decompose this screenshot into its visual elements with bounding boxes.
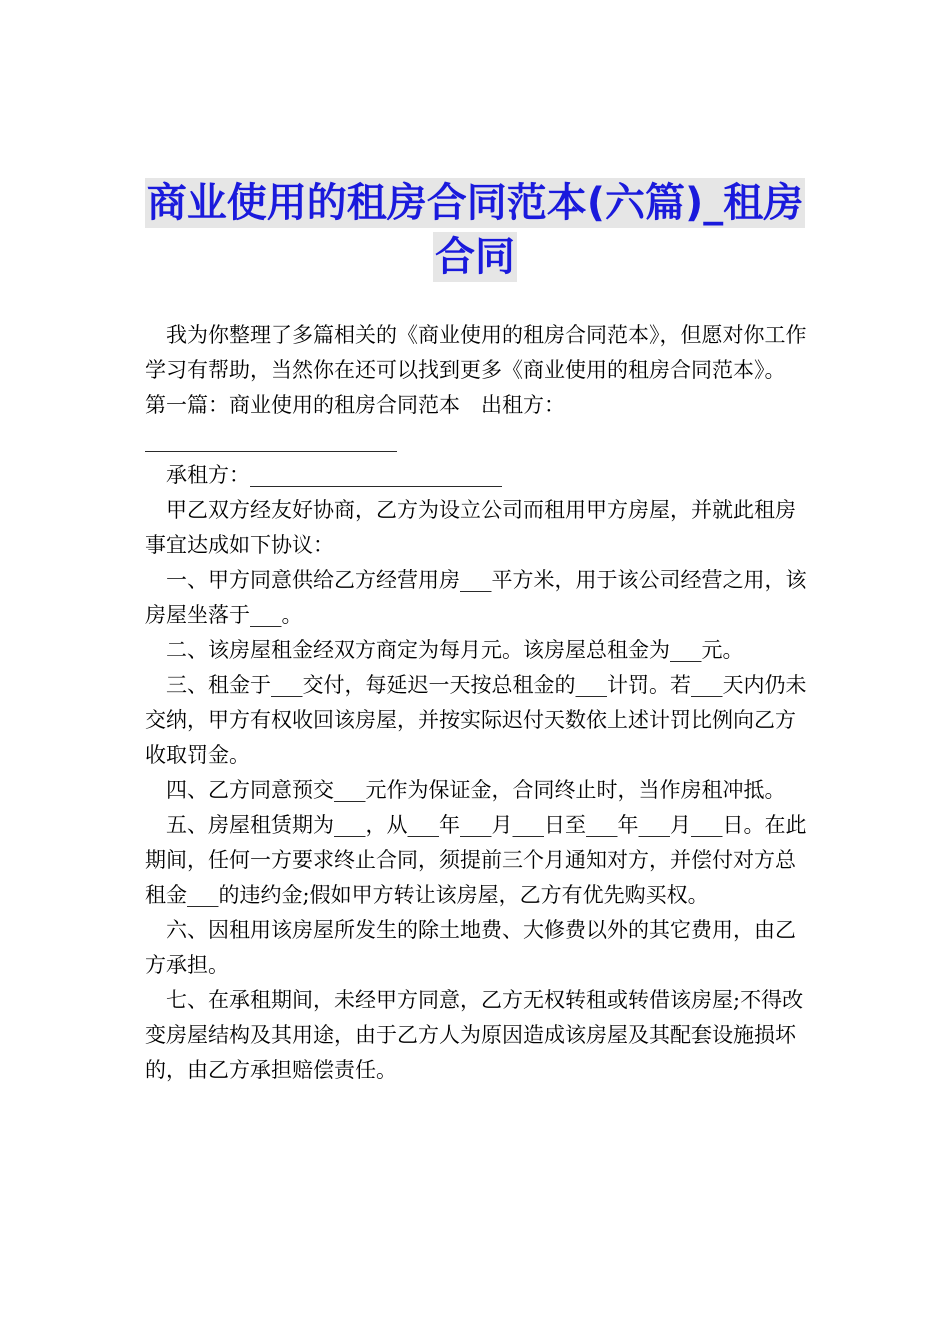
- clause-3: 三、租金于___交付，每延迟一天按总租金的___计罚。若___天内仍未交纳，甲方有权收回该房屋，并按实际迟付天数依上述计罚比例向乙方收取罚金。: [145, 673, 807, 767]
- clause-2: 二、该房屋租金经双方商定为每月元。该房屋总租金为___元。: [166, 638, 744, 662]
- clause-5: 五、房屋租赁期为___，从___年___月___日至___年___月___日。在此期间，任何一方要求终止合同，须提前三个月通知对方，并偿付对方总租金___的违约金;假如甲方转让该房屋，乙方有优先购买权。: [145, 813, 807, 907]
- clause-4: 四、乙方同意预交___元作为保证金，合同终止时，当作房租冲抵。: [166, 778, 786, 802]
- document-body: [145, 318, 813, 1088]
- document-title: [0, 178, 950, 286]
- clause-1: 一、甲方同意供给乙方经营用房___平方米，用于该公司经营之用，该房屋坐落于___。: [145, 568, 807, 627]
- title-line-1: 商业使用的租房合同范本(六篇)_租房: [146, 180, 804, 226]
- title-line-2: 合同: [435, 234, 515, 280]
- lessee-line: 承租方：________________________: [166, 463, 502, 487]
- chapter-1-heading: 第一篇：商业使用的租房合同范本 出租方：________________________: [145, 393, 565, 452]
- intro-paragraph: 我为你整理了多篇相关的《商业使用的租房合同范本》，但愿对你工作学习有帮助，当然你在还可以找到更多《商业使用的租房合同范本》。: [145, 323, 807, 382]
- clause-6: 六、因租用该房屋所发生的除土地费、大修费以外的其它费用，由乙方承担。: [145, 918, 796, 977]
- clause-7: 七、在承租期间，未经甲方同意，乙方无权转租或转借该房屋;不得改变房屋结构及其用途，由于乙方人为原因造成该房屋及其配套设施损坏的，由乙方承担赔偿责任。: [145, 988, 804, 1082]
- agreement-paragraph: 甲乙双方经友好协商，乙方为设立公司而租用甲方房屋，并就此租房事宜达成如下协议：: [145, 498, 796, 557]
